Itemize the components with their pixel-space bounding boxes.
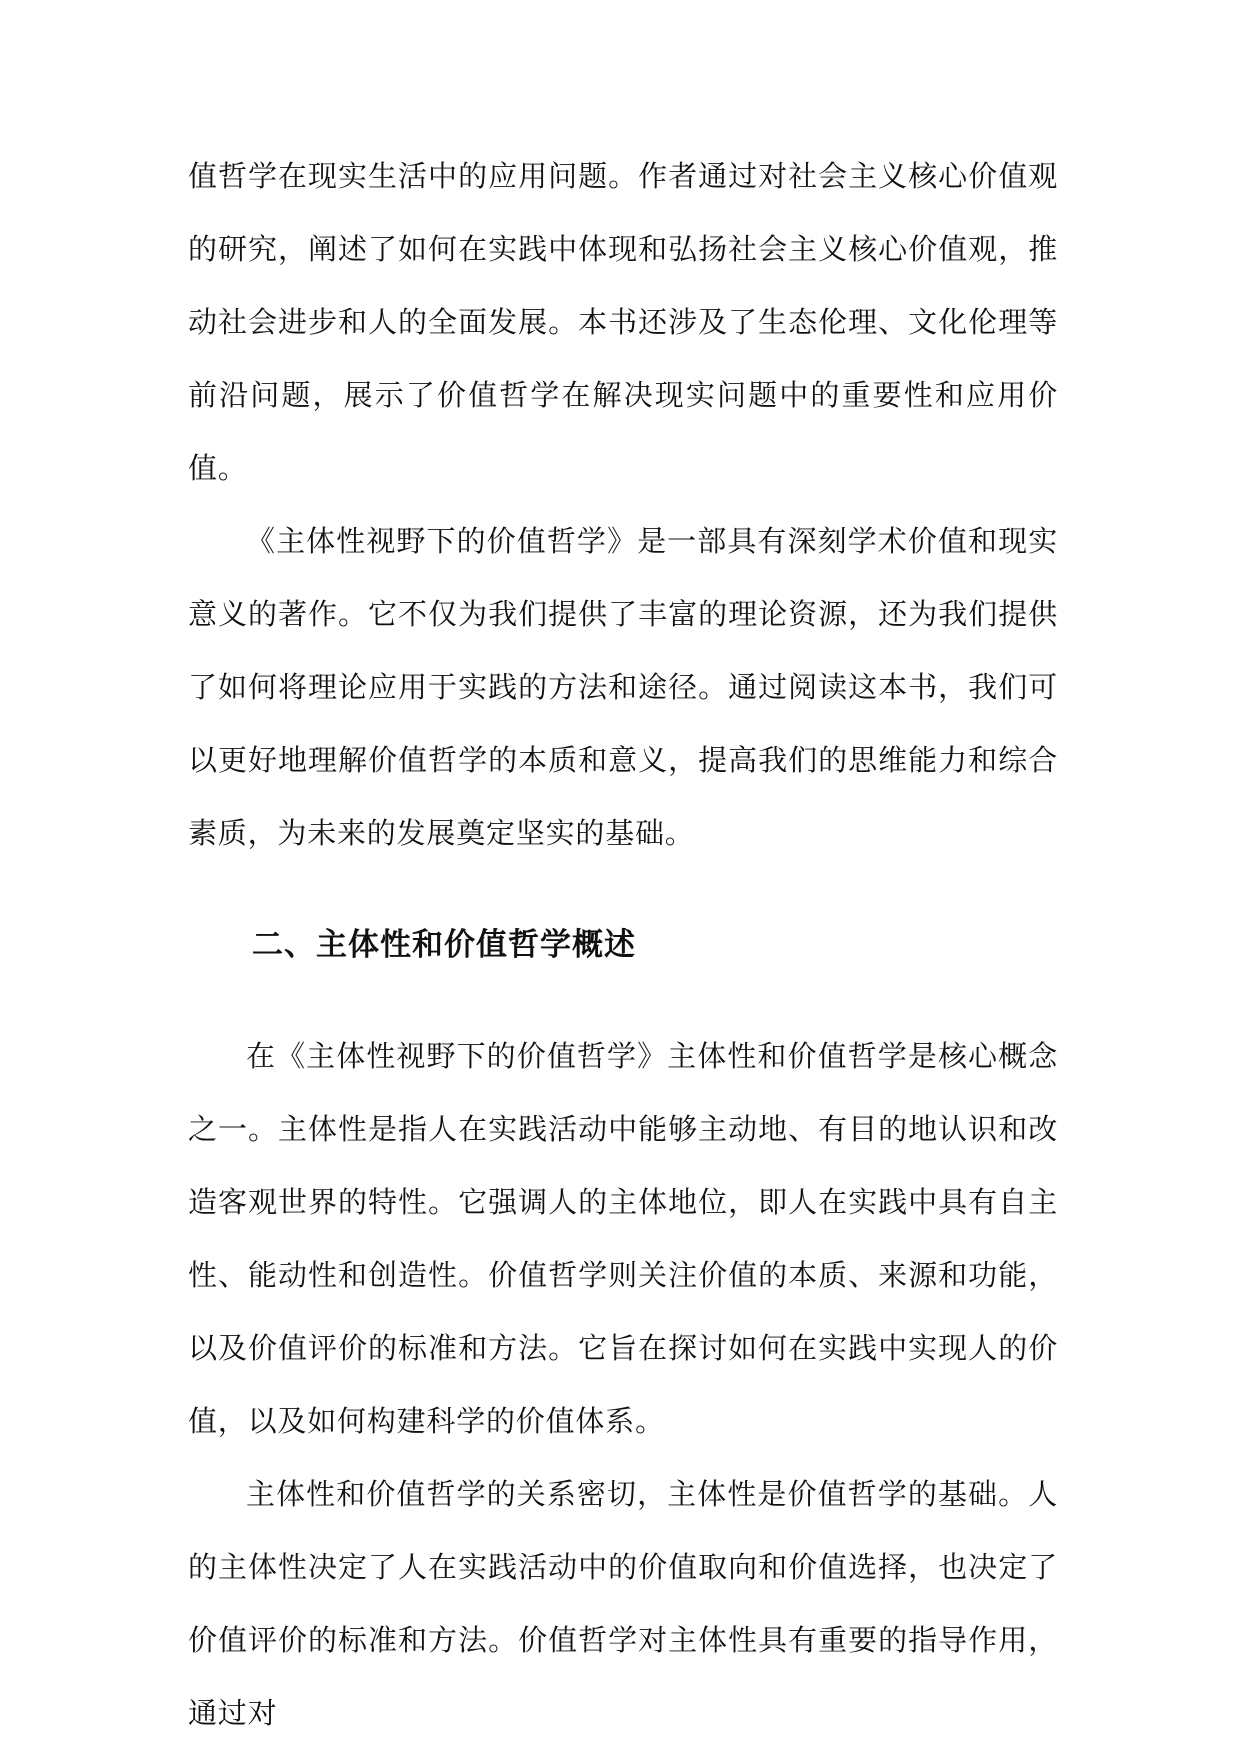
document-page xyxy=(188,140,1058,1750)
section-heading: 二、主体性和价值哲学概述 xyxy=(252,927,636,963)
paragraph-concepts: 在《主体性视野下的价值哲学》主体性和价值哲学是核心概念之一。主体性是指人在实践活动中能够主动地、有目的地认识和改造客观世界的特性。它强调人的主体地位，即人在实践中具有自主性、能动性和创造性。价值哲学则关注价值的本质、来源和功能，以及价值评价的标准和方法。它旨在探讨如何在实践中实现人的价值，以及如何构建科学的价值体系。 xyxy=(188,1039,1058,1438)
paragraph-continued: 值哲学在现实生活中的应用问题。作者通过对社会主义核心价值观的研究，阐述了如何在实践中体现和弘扬社会主义核心价值观，推动社会进步和人的全面发展。本书还涉及了生态伦理、文化伦理等前沿问题，展示了价值哲学在解决现实问题中的重要性和应用价值。 xyxy=(188,159,1058,485)
paragraph-book-summary: 《主体性视野下的价值哲学》是一部具有深刻学术价值和现实意义的著作。它不仅为我们提供了丰富的理论资源，还为我们提供了如何将理论应用于实践的方法和途径。通过阅读这本书，我们可以更好地理解价值哲学的本质和意义，提高我们的思维能力和综合素质，为未来的发展奠定坚实的基础。 xyxy=(188,524,1058,850)
paragraph-relationship: 主体性和价值哲学的关系密切，主体性是价值哲学的基础。人的主体性决定了人在实践活动中的价值取向和价值选择，也决定了价值评价的标准和方法。价值哲学对主体性具有重要的指导作用，通过对 xyxy=(188,1477,1058,1730)
